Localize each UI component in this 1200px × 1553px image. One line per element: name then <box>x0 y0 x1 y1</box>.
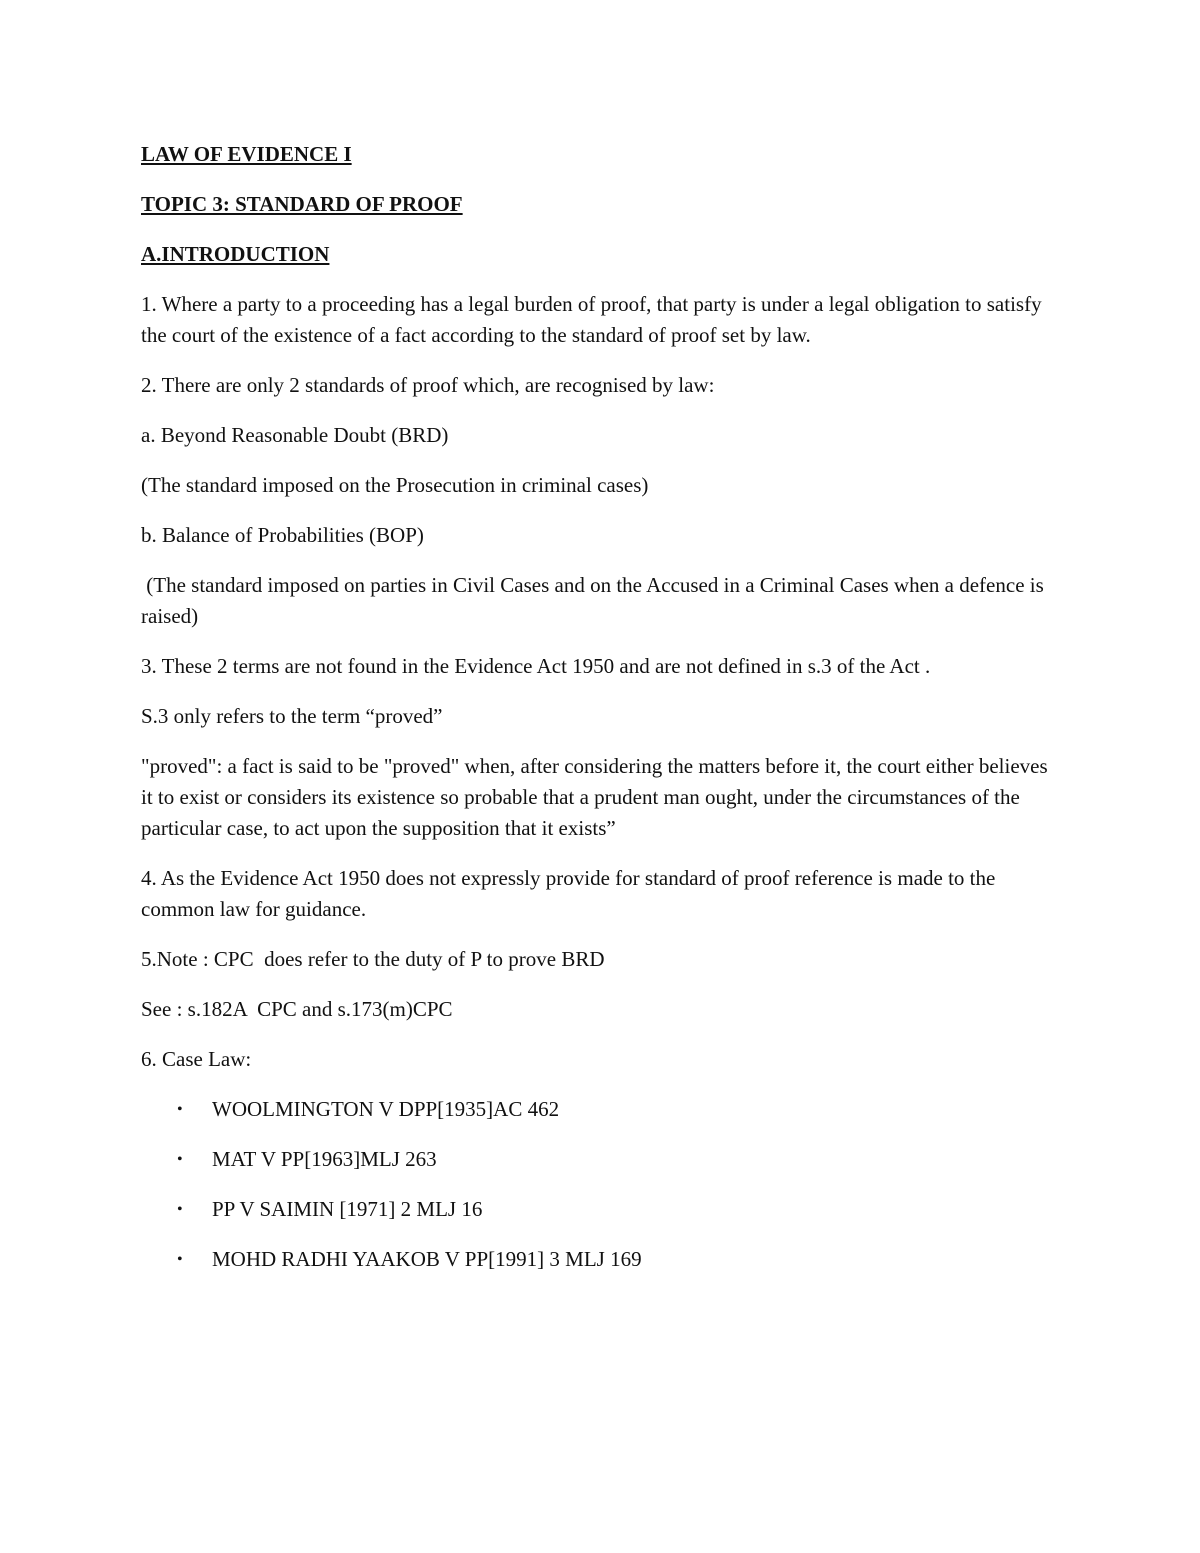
document-title: LAW OF EVIDENCE I <box>141 142 352 166</box>
paragraph-2: 2. There are only 2 standards of proof which, are recognised by law: <box>141 373 715 397</box>
paragraph-4: 4. As the Evidence Act 1950 does not expressly provide for standard of proof reference is made to the common law for guidance. <box>141 866 996 921</box>
see-reference: See : s.182A CPC and s.173(m)CPC <box>141 997 453 1021</box>
standard-brd-note: (The standard imposed on the Prosecution in criminal cases) <box>141 473 649 497</box>
bullet-icon: • <box>177 1201 183 1218</box>
list-item <box>141 1094 1061 1125</box>
standard-brd: a. Beyond Reasonable Doubt (BRD) <box>141 423 449 447</box>
list-item <box>141 1144 1061 1175</box>
case-citation: MAT V PP[1963]MLJ 263 <box>212 1147 437 1171</box>
proved-definition: "proved": a fact is said to be "proved" when, after considering the matters before it, the court either believes it to exist or considers its existence so probable that a prudent man ought, under the circumstances of the particular case, to act upon the supposition that it exists” <box>141 754 1048 840</box>
section-3-note: S.3 only refers to the term “proved” <box>141 704 443 728</box>
case-citation: MOHD RADHI YAAKOB V PP[1991] 3 MLJ 169 <box>212 1247 642 1271</box>
list-item <box>141 1194 1061 1225</box>
bullet-icon: • <box>177 1151 183 1168</box>
case-law-list <box>141 1094 1061 1275</box>
topic-heading: TOPIC 3: STANDARD OF PROOF <box>141 192 463 216</box>
standard-bop-note: (The standard imposed on parties in Civil Cases and on the Accused in a Criminal Cases when a defence is raised) <box>141 573 1050 628</box>
paragraph-6: 6. Case Law: <box>141 1047 252 1071</box>
standard-bop: b. Balance of Probabilities (BOP) <box>141 523 424 547</box>
paragraph-5: 5.Note : CPC does refer to the duty of P to prove BRD <box>141 947 605 971</box>
paragraph-1: 1. Where a party to a proceeding has a legal burden of proof, that party is under a legal obligation to satisfy the court of the existence of a fact according to the standard of proof set by law. <box>141 292 1042 347</box>
document-body <box>141 139 1061 1294</box>
paragraph-3: 3. These 2 terms are not found in the Evidence Act 1950 and are not defined in s.3 of the Act . <box>141 654 931 678</box>
bullet-icon: • <box>177 1251 183 1268</box>
case-citation: PP V SAIMIN [1971] 2 MLJ 16 <box>212 1197 483 1221</box>
case-citation: WOOLMINGTON V DPP[1935]AC 462 <box>212 1097 560 1121</box>
section-heading-introduction: A.INTRODUCTION <box>141 242 330 266</box>
bullet-icon: • <box>177 1101 183 1118</box>
list-item <box>141 1244 1061 1275</box>
